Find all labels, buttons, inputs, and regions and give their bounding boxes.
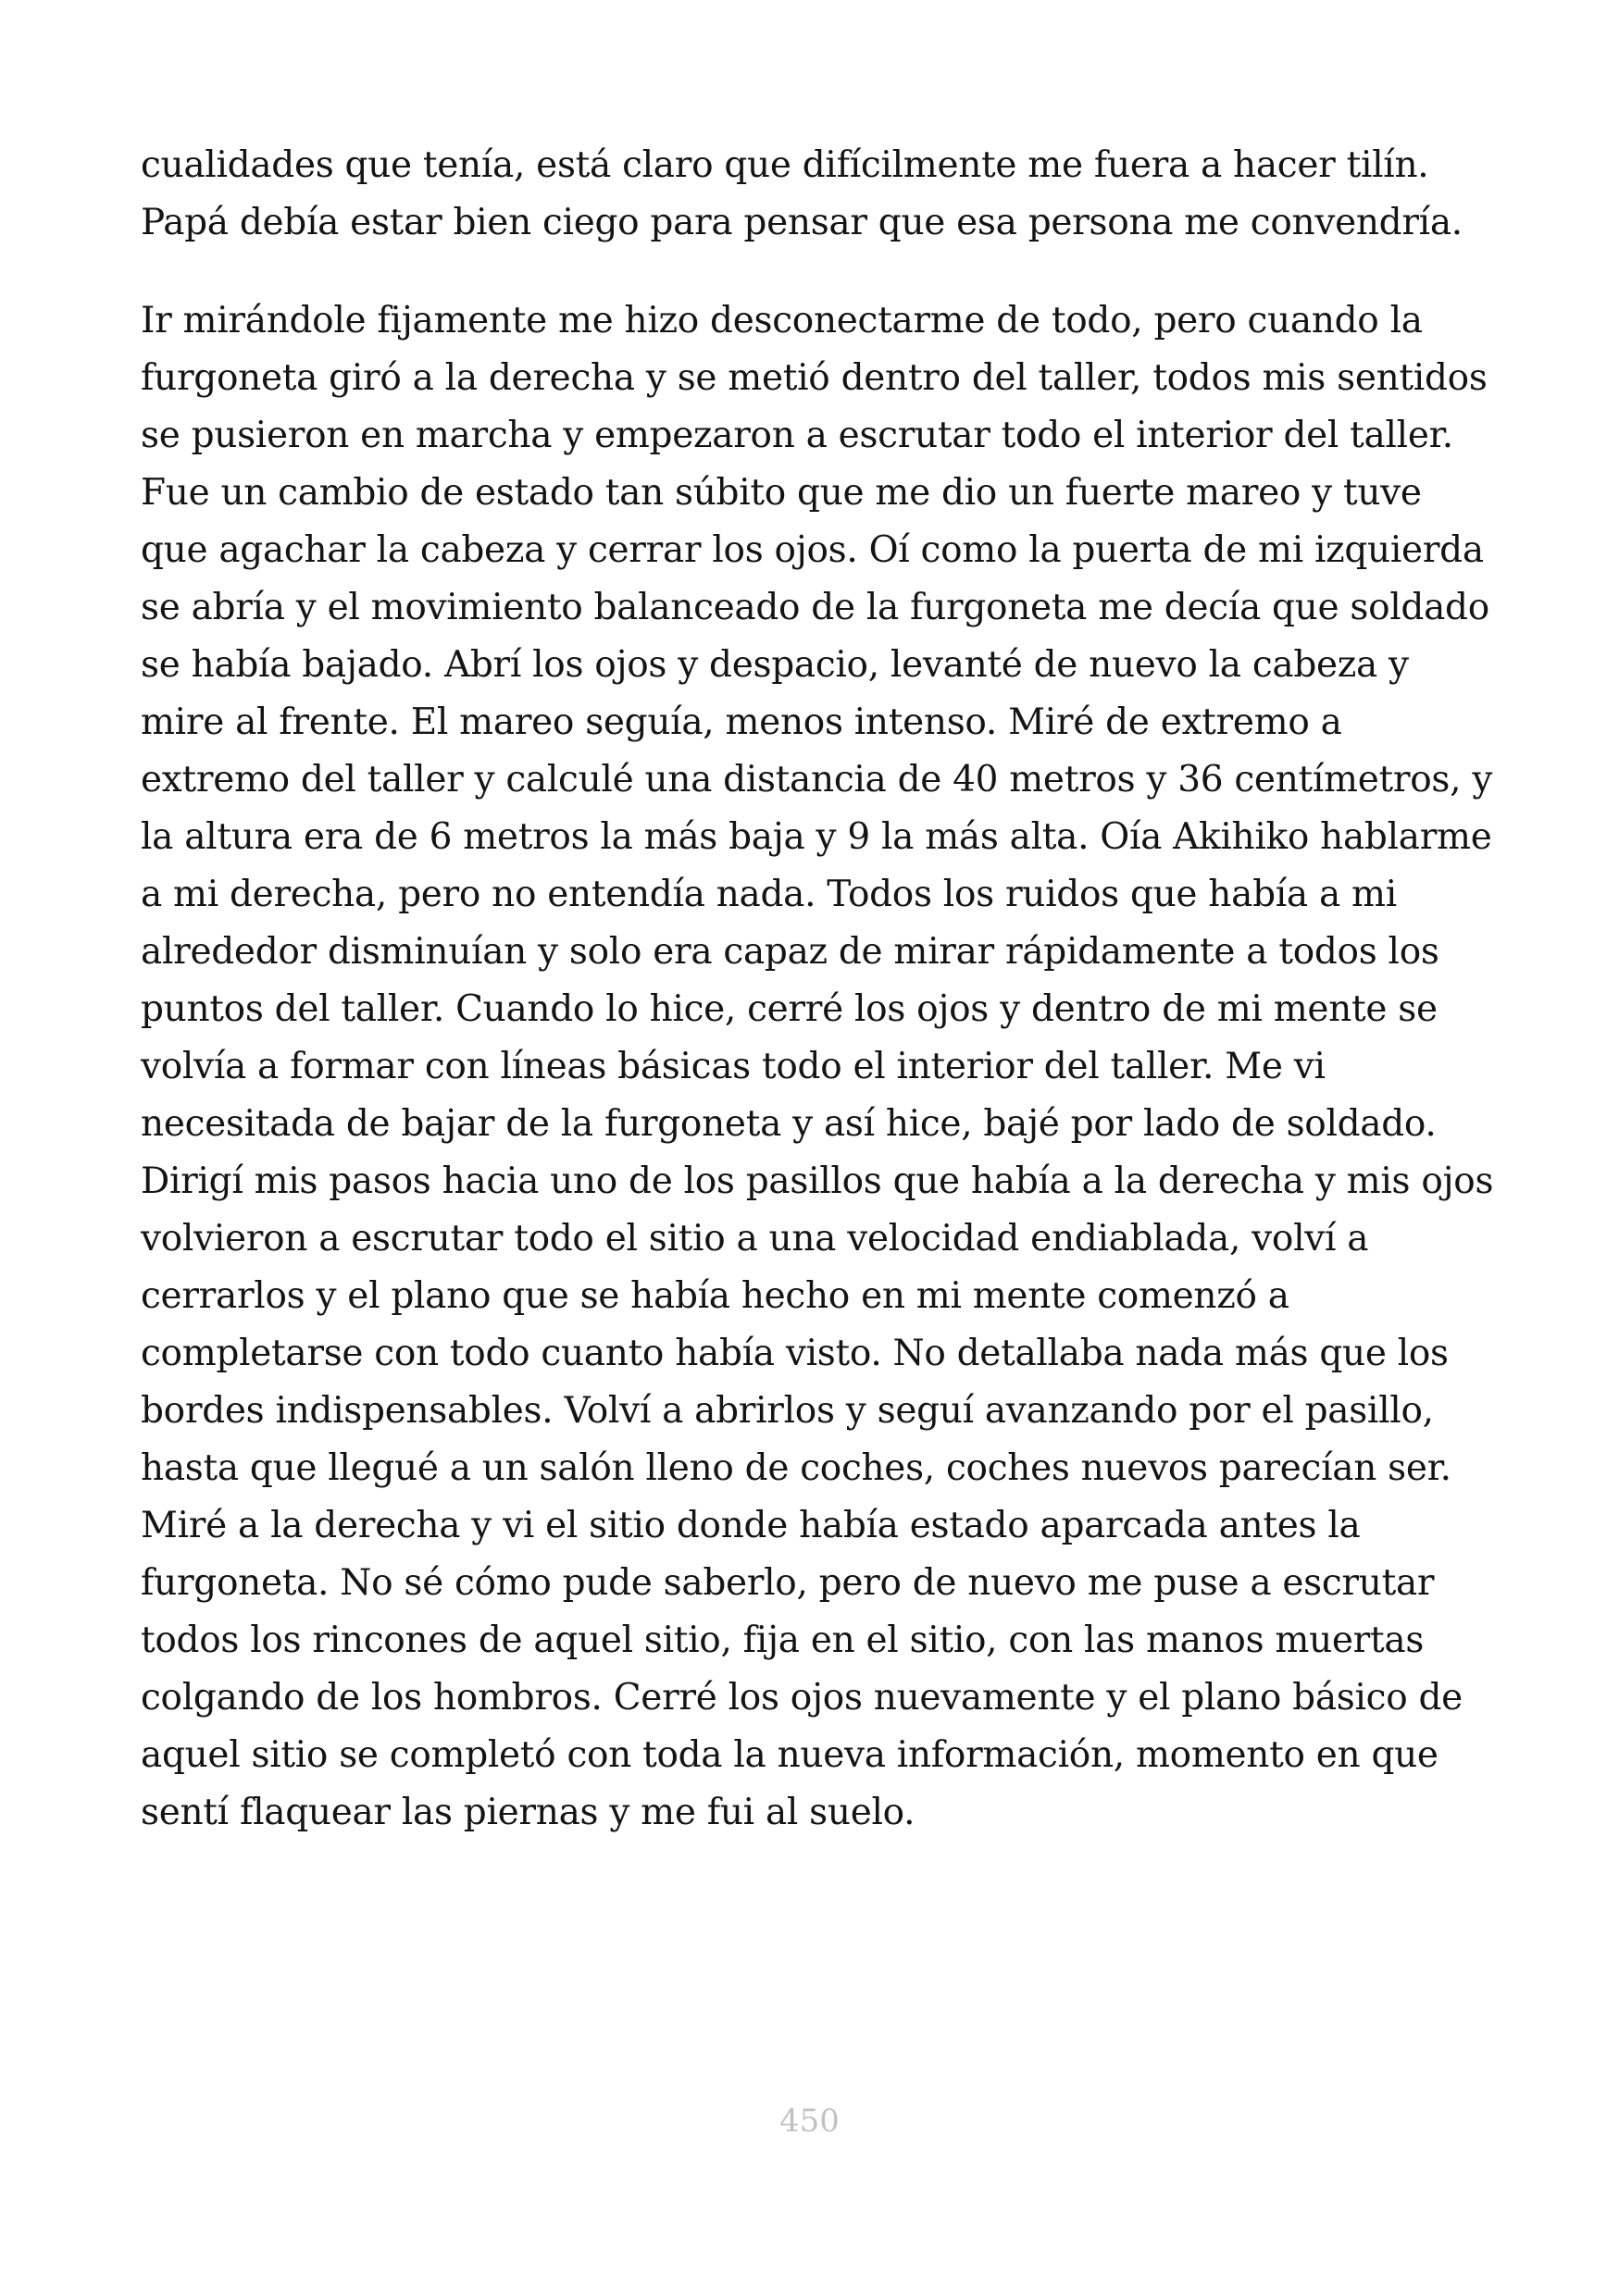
- text-line: hasta que llegué a un salón lleno de coches, coches nuevos parecían ser.: [141, 1447, 1451, 1489]
- text-line: Ir mirándole fijamente me hizo desconectarme de todo, pero cuando la: [141, 300, 1423, 341]
- text-line: colgando de los hombros. Cerré los ojos nuevamente y el plano básico de: [141, 1677, 1463, 1719]
- text-line: se abría y el movimiento balanceado de la furgoneta me decía que soldado: [141, 587, 1489, 628]
- text-line: Miré a la derecha y vi el sitio donde había estado aparcada antes la: [141, 1505, 1361, 1546]
- paragraph-1: [141, 137, 1492, 252]
- text-line: volvieron a escrutar todo el sitio a una velocidad endiablada, volví a: [141, 1218, 1369, 1260]
- text-line: aquel sitio se completó con toda la nueva información, momento en que: [141, 1734, 1438, 1776]
- text-line: se pusieron en marcha y empezaron a escrutar todo el interior del taller.: [141, 415, 1453, 456]
- text-line: que agachar la cabeza y cerrar los ojos. Oí como la puerta de mi izquierda: [141, 529, 1484, 571]
- text-line: a mi derecha, pero no entendía nada. Todos los ruidos que había a mi: [141, 874, 1397, 915]
- text-line: completarse con todo cuanto había visto. No detallaba nada más que los: [141, 1333, 1449, 1374]
- text-line: Dirigí mis pasos hacia uno de los pasillos que había a la derecha y mis ojos: [141, 1160, 1494, 1202]
- text-line: la altura era de 6 metros la más baja y 9 la más alta. Oía Akihiko hablarme: [141, 816, 1492, 858]
- text-line: alrededor disminuían y solo era capaz de mirar rápidamente a todos los: [141, 931, 1439, 973]
- text-line: sentí flaquear las piernas y me fui al suelo.: [141, 1792, 915, 1833]
- text-line: furgoneta giró a la derecha y se metió dentro del taller, todos mis sentidos: [141, 357, 1488, 399]
- text-line: puntos del taller. Cuando lo hice, cerré los ojos y dentro de mi mente se: [141, 988, 1438, 1030]
- paragraph-2: [141, 292, 1492, 1842]
- text-line: todos los rincones de aquel sitio, fija en el sitio, con las manos muertas: [141, 1620, 1425, 1661]
- text-line: bordes indispensables. Volví a abrirlos y seguí avanzando por el pasillo,: [141, 1390, 1434, 1432]
- text-line: volvía a formar con líneas básicas todo el interior del taller. Me vi: [141, 1046, 1326, 1087]
- text-line: se había bajado. Abrí los ojos y despacio, levanté de nuevo la cabeza y: [141, 644, 1409, 686]
- text-line: extremo del taller y calculé una distancia de 40 metros y 36 centímetros, y: [141, 759, 1493, 800]
- text-line: cualidades que tenía, está claro que difícilmente me fuera a hacer tilín.: [141, 144, 1429, 186]
- text-line: cerrarlos y el plano que se había hecho en mi mente comenzó a: [141, 1275, 1289, 1317]
- text-line: mire al frente. El mareo seguía, menos intenso. Miré de extremo a: [141, 701, 1342, 743]
- text-line: furgoneta. No sé cómo pude saberlo, pero de nuevo me puse a escrutar: [141, 1562, 1435, 1604]
- text-line: necesitada de bajar de la furgoneta y así hice, bajé por lado de soldado.: [141, 1103, 1437, 1145]
- text-line: Papá debía estar bien ciego para pensar que esa persona me convendría.: [141, 202, 1463, 243]
- text-line: Fue un cambio de estado tan súbito que me dio un fuerte mareo y tuve: [141, 472, 1422, 514]
- page-number: 450: [779, 2103, 840, 2140]
